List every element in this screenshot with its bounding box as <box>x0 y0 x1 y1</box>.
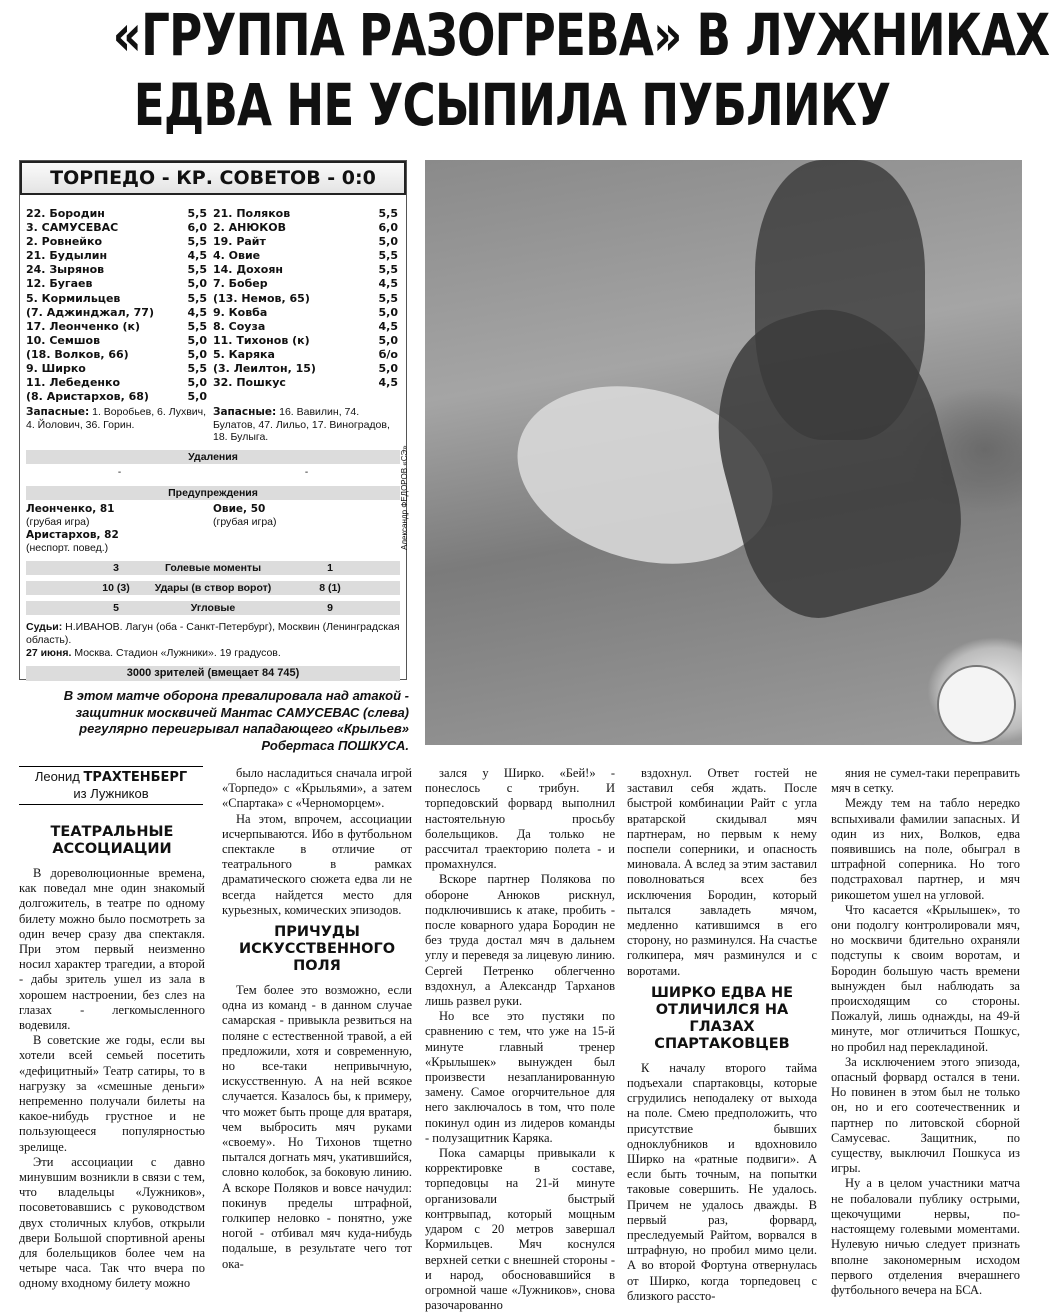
home-lineup <box>26 207 213 404</box>
lineup-row <box>213 263 400 277</box>
lineup-row <box>26 235 213 249</box>
lineup-row <box>213 348 400 362</box>
warnings <box>26 503 400 555</box>
away-warnings: Овие, 50 (грубая игра) <box>213 502 277 528</box>
player-grade: 4,5 <box>187 249 207 263</box>
player-grade: 5,0 <box>187 376 207 390</box>
player-name: 9. Ковба <box>213 305 268 319</box>
player-grade: 5,5 <box>187 291 207 305</box>
player-name: 11. Лебеденко <box>26 376 121 390</box>
player-grade: 5,5 <box>187 263 207 277</box>
lineup-row <box>26 320 213 334</box>
away-lineup <box>213 207 400 404</box>
player-grade: 5,5 <box>187 319 207 333</box>
lineup-row <box>26 348 213 362</box>
lineup-row <box>213 320 400 334</box>
player-name: 11. Тихонов (к) <box>213 333 310 347</box>
player-name: 21. Поляков <box>213 207 291 220</box>
match-stats-box <box>19 160 407 680</box>
headline-line-2: ЕДВА НЕ УСЫПИЛА ПУБЛИКУ <box>133 71 891 139</box>
subheading-3: ШИРКО ЕДВА НЕ ОТЛИЧИЛСЯ НА ГЛАЗАХ СПАРТАКОВЦЕВ <box>650 984 794 1052</box>
subheading-2: ПРИЧУДЫ ИСКУССТВЕННОГО ПОЛЯ <box>238 924 396 975</box>
lineups <box>20 195 406 404</box>
player-name: 5. Каряка <box>213 347 275 361</box>
sendoffs-values: - - <box>117 466 309 478</box>
player-grade: 5,0 <box>378 235 398 249</box>
player-grade: 5,0 <box>378 333 398 347</box>
player-name: (8. Аристархов, 68) <box>26 390 149 404</box>
lineup-row <box>26 390 213 404</box>
player-name: 5. Кормильцев <box>26 291 121 305</box>
lineup-row <box>213 277 400 291</box>
photo-caption: В этом матче оборона превалировала над атакой - защитник москвичей Мантас САМУСЕВАС (слева) регулярно переигрывал нападающего «Крыльев» Робертаса ПОШКУСА. <box>63 688 409 753</box>
lineup-row <box>213 292 400 306</box>
player-grade: 5,5 <box>187 362 207 376</box>
player-grade: 5,5 <box>378 249 398 263</box>
lineup-row <box>213 235 400 249</box>
referees-and-venue: Судьи: Н.ИВАНОВ. Лагун (оба - Санкт-Петербург), Москвин (Ленинградская область). 27 июня. Москва. Стадион «Лужники». 19 градусов. <box>26 620 400 659</box>
subheading-1: ТЕАТРАЛЬНЫЕ АССОЦИАЦИИ <box>50 824 174 857</box>
lineup-row <box>213 334 400 348</box>
player-grade: 5,5 <box>187 207 207 220</box>
player-grade: 5,0 <box>187 347 207 361</box>
home-warnings: Леонченко, 81 (грубая игра) Аристархов, 82 (неспорт. повед.) <box>26 502 119 554</box>
lineup-row <box>213 221 400 235</box>
player-name: 8. Соуза <box>213 319 266 333</box>
player-name: (7. Аджинджал, 77) <box>26 305 154 319</box>
substitutes <box>20 404 406 444</box>
article-column-1: ТЕАТРАЛЬНЫЕ АССОЦИАЦИИ В дореволюционные времена, как поведал мне один знакомый долгожитель, в театре по одному билету можно было посмотреть за один вечер сразу два спектакля. При этом первый неизменно носил характер трагедии, а второй - дабы зритель ушел из зала в хорошем настроении, без слез на глазах - легкомысленного водевиля. В советские же годы, если вы хотели всей семьей посетить «дефицитный» Театр сатиры, то в нагрузку за «смешные деньги» непременно получали билеты на какое-нибудь грустное и не пользующееся популярностью зрелище. Эти ассоциации с давно минувшим возникли в связи с тем, что владельцы «Лужников», посоветовавшись с руководством двух столичных клубов, открыли двери Большой спортивной арены для болельщиков более чем на четыре часа. Так что вчера по одному входному билету можно <box>19 824 205 1291</box>
lineup-row <box>213 249 400 263</box>
lineup-row <box>213 376 400 390</box>
player-grade: 5,0 <box>378 305 398 319</box>
headline-line-1: «ГРУППА РАЗОГРЕВА» В ЛУЖНИКАХ <box>112 1 1049 69</box>
player-grade: 5,0 <box>187 390 207 404</box>
player-name: 22. Бородин <box>26 207 105 220</box>
player-grade: 5,5 <box>378 263 398 277</box>
lineup-row <box>26 376 213 390</box>
lineup-row <box>26 334 213 348</box>
match-score: ТОРПЕДО - КР. СОВЕТОВ - 0:0 <box>20 161 406 195</box>
sendoffs-band: Удаления <box>26 450 400 464</box>
player-name: 2. Ровнейко <box>26 235 103 249</box>
warnings-band: Предупреждения <box>26 486 400 500</box>
player-name: (18. Волков, 66) <box>26 347 129 361</box>
player-name: 21. Будылин <box>26 249 108 263</box>
byline: Леонид ТРАХТЕНБЕРГ из Лужников <box>19 766 203 805</box>
player-name: 12. Бугаев <box>26 277 93 291</box>
player-name: 17. Леонченко (к) <box>26 319 141 333</box>
article-column-2: было насладиться сначала игрой «Торпедо» с «Крыльями», а затем «Спартака» с «Черноморцем». На этом, впрочем, ассоциации исчерпываются. Ибо в футбольном спектакле в отличие от театрального в рамках драматического сюжета едва ли не всегда найдется место для курьезных, комических эпизодов. ПРИЧУДЫ ИСКУССТВЕННОГО ПОЛЯ Тем более это возможно, если одна из команд - в данном случае самарская - привыкла резвиться на поляне с естественной травой, а ей предложили, хотя и современную, но все-таки непривычную, искусственную. А на ней всякое случается. Казалось бы, к примеру, что может быть проще для вратаря, чем выбросить мяч руками «своему». Но Тихонов тщетно пытался догнать мяч, укатившийся, словно колобок, за боковую линию. А вскоре Поляков и вовсе начудил: покинув пределы штрафной, голкипер неловко - понятно, уже ногой - отбивал мяч куда-нибудь подальше, в результате чего тот ока- <box>222 766 412 1271</box>
forward-figure <box>690 287 980 634</box>
player-name: 14. Дохоян <box>213 263 283 277</box>
player-grade: 6,0 <box>378 221 398 235</box>
player-grade: б/о <box>378 347 398 361</box>
photo-credit: Александр ФЕДОРОВ «СЭ» <box>400 445 409 550</box>
home-subs: Запасные: 1. Воробьев, 6. Лухвич, 4. Йолович, 36. Горин. <box>26 406 207 431</box>
lineup-row <box>213 207 400 221</box>
article-column-3: зался у Ширко. «Бей!» - понеслось с трибун. И торпедовский форвард выполнил настоятельную просьбу болельщиков. Да только не рассчитал траекторию полета - и промахнулся. Вскоре партнер Полякова по обороне Анюков рискнул, подключившись к атаке, пробить - после коварного удара Бородин не без труда достал мяч в дальнем углу и переведя за лицевую линию. Сергей Петренко облегченно вздохнул, а Александр Тарханов лишь развел руки. Но все это пустяки по сравнению с тем, что уже на 15-й минуте главный тренер «Крылышек» вынужден был произвести незапланированную замену. Самое огорчительное для него заключалось в том, что поле покинул один из лидеров команды - полузащитник Каряка. Пока самарцы привыкали к корректировке в составе, торпедовцы на 21-й минуте организовали быстрый контрвыпад, который мощным ударом с 20 метров завершал Кормильцев. Мяч коснулся верхней сетки с внешней стороны - и народ, обосновавшийся в огромной чаше «Лужников», снова разочарованно <box>425 766 615 1313</box>
player-name: 4. Овие <box>213 249 261 263</box>
lineup-row <box>26 249 213 263</box>
player-grade: 5,0 <box>187 333 207 347</box>
player-name: (3. Леилтон, 15) <box>213 362 316 376</box>
corners-band: 5 Угловые 9 <box>26 601 400 615</box>
lineup-row <box>26 207 213 221</box>
lineup-row <box>26 292 213 306</box>
match-photo <box>425 160 1022 745</box>
player-grade: 6,0 <box>187 221 207 235</box>
attendance: 3000 зрителей (вмещает 84 745) <box>26 666 400 681</box>
player-name: 32. Пошкус <box>213 376 286 390</box>
lineup-row <box>213 362 400 376</box>
player-grade: 5,5 <box>187 235 207 249</box>
player-name: 10. Семшов <box>26 333 101 347</box>
player-grade: 4,5 <box>378 319 398 333</box>
player-name: 7. Бобер <box>213 277 268 291</box>
player-name: (13. Немов, 65) <box>213 291 310 305</box>
away-subs: Запасные: 16. Вавилин, 74. Булатов, 47. Лильо, 17. Виноградов, 18. Булыга. <box>213 406 390 444</box>
player-grade: 4,5 <box>378 277 398 291</box>
player-name: 19. Райт <box>213 235 266 249</box>
player-grade: 5,5 <box>378 291 398 305</box>
article-column-5: яния не сумел-таки переправить мяч в сетку. Между тем на табло нередко вспыхивали фамилии запасных. И один из них, Волков, едва появившись на поле, обыграл в штрафной соперника. Но того подстраховал партнер, и мяч рикошетом ушел на угловой. Что касается «Крылышек», то они подолгу контролировали мяч, но москвичи бдительно охраняли подступы к своим воротам, и Бородин большую часть времени вынужден был наблюдать за происходящим со стороны. Пожалуй, лишь однажды, на 49-й минуте, мог отличиться Пошкус, но пробил над перекладиной. За исключением этого эпизода, опасный форвард остался в тени. Но повинен в этом был не только он, но и его соотечественник и партнер по литовской сборной Самусевас. Защитник, по существу, выключил Пошкуса из игры. Ну а в целом участники матча не побаловали публику острыми, щекочущими нервы, по-настоящему голевыми моментами. Нулевую ничью следует признать вполне закономерным исходом первого отделения вчерашнего футбольного вечера на БСА. <box>831 766 1020 1297</box>
lineup-row <box>26 277 213 291</box>
player-name: 2. АНЮКОВ <box>213 221 287 235</box>
article-column-4: вздохнул. Ответ гостей не заставил себя ждать. После быстрой комбинации Райт с угла вратарской скидывал мяч партнерам, но первым к нему поспели соперники, и опасность миновала. А вслед за этим заставил поволноваться всех без исключения Бородин, который пытался завладеть мячом, медленно катившимся в его сторону, но разминулся. На счастье голкипера, мяч разминулся и с воротами. ШИРКО ЕДВА НЕ ОТЛИЧИЛСЯ НА ГЛАЗАХ СПАРТАКОВЦЕВ К началу второго тайма подъехали спартаковцы, которые сгрудились неподалеку от выхода на поле. Смею предположить, что присутствие бывших одноклубников и вдохновило Ширко на «ратные подвиги». А если быть точным, на попытки таковые совершить. Не удалось. Причем не удалось дважды. В первый раз, форвард, преследуемый Райтом, ворвался в штрафную, но пробил мимо цели. А во второй Фортуна отвернулась от Ширко, когда торпедовец с близкого рассто- <box>627 766 817 1303</box>
player-name: 3. САМУСЕВАС <box>26 221 119 235</box>
player-name: 24. Зырянов <box>26 263 105 277</box>
player-grade: 4,5 <box>187 305 207 319</box>
player-grade: 5,0 <box>187 277 207 291</box>
chances-band: 3 Голевые моменты 1 <box>26 561 400 575</box>
player-grade: 5,5 <box>378 207 398 220</box>
player-grade: 5,0 <box>378 362 398 376</box>
player-name: 9. Ширко <box>26 362 86 376</box>
headline <box>112 0 1049 150</box>
ball <box>937 665 1016 744</box>
player-grade: 4,5 <box>378 376 398 390</box>
lineup-row <box>213 306 400 320</box>
lineup-row <box>26 263 213 277</box>
lineup-row <box>26 306 213 320</box>
lineup-row <box>26 221 213 235</box>
lineup-row <box>26 362 213 376</box>
shots-band: 10 (3) Удары (в створ ворот) 8 (1) <box>26 581 400 595</box>
